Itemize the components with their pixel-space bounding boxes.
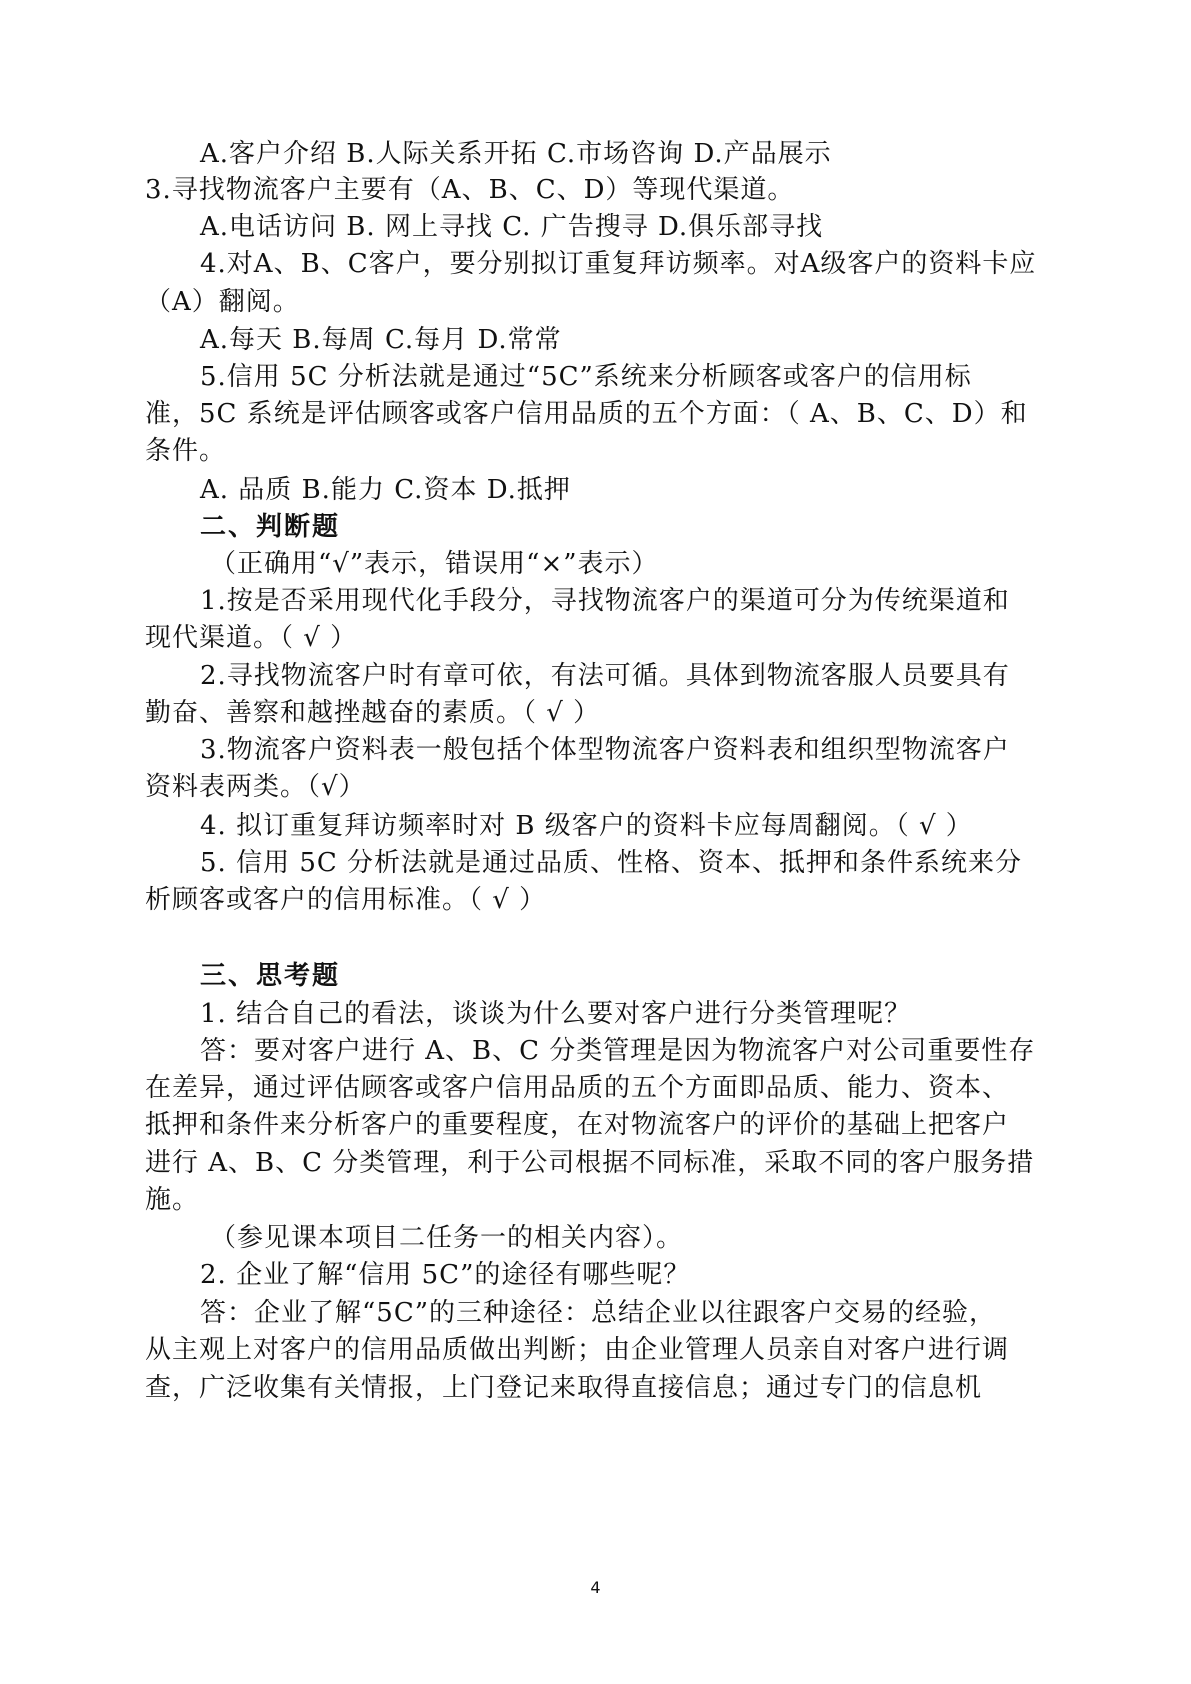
think-question-2: 2. 企业了解“信用 5C”的途径有哪些呢？ bbox=[200, 1260, 691, 1290]
tf-5-line-1: 5. 信用 5C 分析法就是通过品质、性格、资本、抵押和条件系统来分 bbox=[200, 848, 1023, 878]
tf-1-line-1: 1.按是否采用现代化手段分，寻找物流客户的渠道可分为传统渠道和 bbox=[200, 586, 1010, 616]
section-heading-thinking: 三、思考题 bbox=[200, 961, 341, 991]
tf-5-line-2: 析顾客或客户的信用标准。（ √ ） bbox=[145, 885, 547, 915]
answer-2-line-3: 查，广泛收集有关情报，上门登记来取得直接信息；通过专门的信息机 bbox=[145, 1373, 983, 1403]
answer-1-line-3: 抵押和条件来分析客户的重要程度，在对物流客户的评价的基础上把客户 bbox=[145, 1110, 1010, 1140]
section-instruction: （正确用“√”表示，错误用“×”表示） bbox=[210, 549, 659, 579]
option-line-q2: A.客户介绍 B.人际关系开拓 C.市场咨询 D.产品展示 bbox=[200, 139, 832, 169]
option-line-q3: A.电话访问 B. 网上寻找 C. 广告搜寻 D.俱乐部寻找 bbox=[200, 212, 824, 242]
tf-1-line-2: 现代渠道。（ √ ） bbox=[145, 623, 358, 653]
option-line-q4: A.每天 B.每周 C.每月 D.常常 bbox=[200, 325, 562, 355]
question-4-line-1: 4.对A、B、C客户，要分别拟订重复拜访频率。对A级客户的资料卡应 bbox=[200, 249, 1037, 279]
page-number: 4 bbox=[590, 1578, 601, 1597]
question-4-line-2: （A）翻阅。 bbox=[145, 287, 300, 317]
tf-2-line-2: 勤奋、善察和越挫越奋的素质。（ √ ） bbox=[145, 698, 601, 728]
option-line-q5: A. 品质 B.能力 C.资本 D.抵押 bbox=[200, 475, 571, 505]
question-5-line-3: 条件。 bbox=[145, 436, 227, 466]
tf-3-line-2: 资料表两类。（√） bbox=[145, 772, 366, 802]
answer-1-reference: （参见课本项目二任务一的相关内容）。 bbox=[210, 1223, 684, 1253]
question-5-line-2: 准，5C 系统是评估顾客或客户信用品质的五个方面：（ A、B、C、D）和 bbox=[145, 399, 1028, 429]
think-question-1: 1. 结合自己的看法，谈谈为什么要对客户进行分类管理呢？ bbox=[200, 999, 912, 1029]
answer-1-line-1: 答：要对客户进行 A、B、C 分类管理是因为物流客户对公司重要性存 bbox=[200, 1036, 1036, 1066]
answer-1-line-2: 在差异，通过评估顾客或客户信用品质的五个方面即品质、能力、资本、 bbox=[145, 1073, 1010, 1103]
tf-2-line-1: 2.寻找物流客户时有章可依，有法可循。具体到物流客服人员要具有 bbox=[200, 661, 1010, 691]
tf-4-line-1: 4. 拟订重复拜访频率时对 B 级客户的资料卡应每周翻阅。（ √ ） bbox=[200, 811, 973, 841]
question-5-line-1: 5.信用 5C 分析法就是通过“5C”系统来分析顾客或客户的信用标 bbox=[200, 362, 972, 392]
answer-1-line-4: 进行 A、B、C 分类管理，利于公司根据不同标准，采取不同的客户服务措 bbox=[145, 1148, 1035, 1178]
answer-2-line-2: 从主观上对客户的信用品质做出判断；由企业管理人员亲自对客户进行调 bbox=[145, 1335, 1010, 1365]
answer-1-line-5: 施。 bbox=[145, 1185, 200, 1215]
section-heading-true-false: 二、判断题 bbox=[200, 512, 341, 542]
tf-3-line-1: 3.物流客户资料表一般包括个体型物流客户资料表和组织型物流客户 bbox=[200, 735, 1010, 765]
answer-2-line-1: 答：企业了解“5C”的三种途径：总结企业以往跟客户交易的经验， bbox=[200, 1298, 997, 1328]
question-3: 3.寻找物流客户主要有（A、B、C、D）等现代渠道。 bbox=[145, 175, 795, 205]
